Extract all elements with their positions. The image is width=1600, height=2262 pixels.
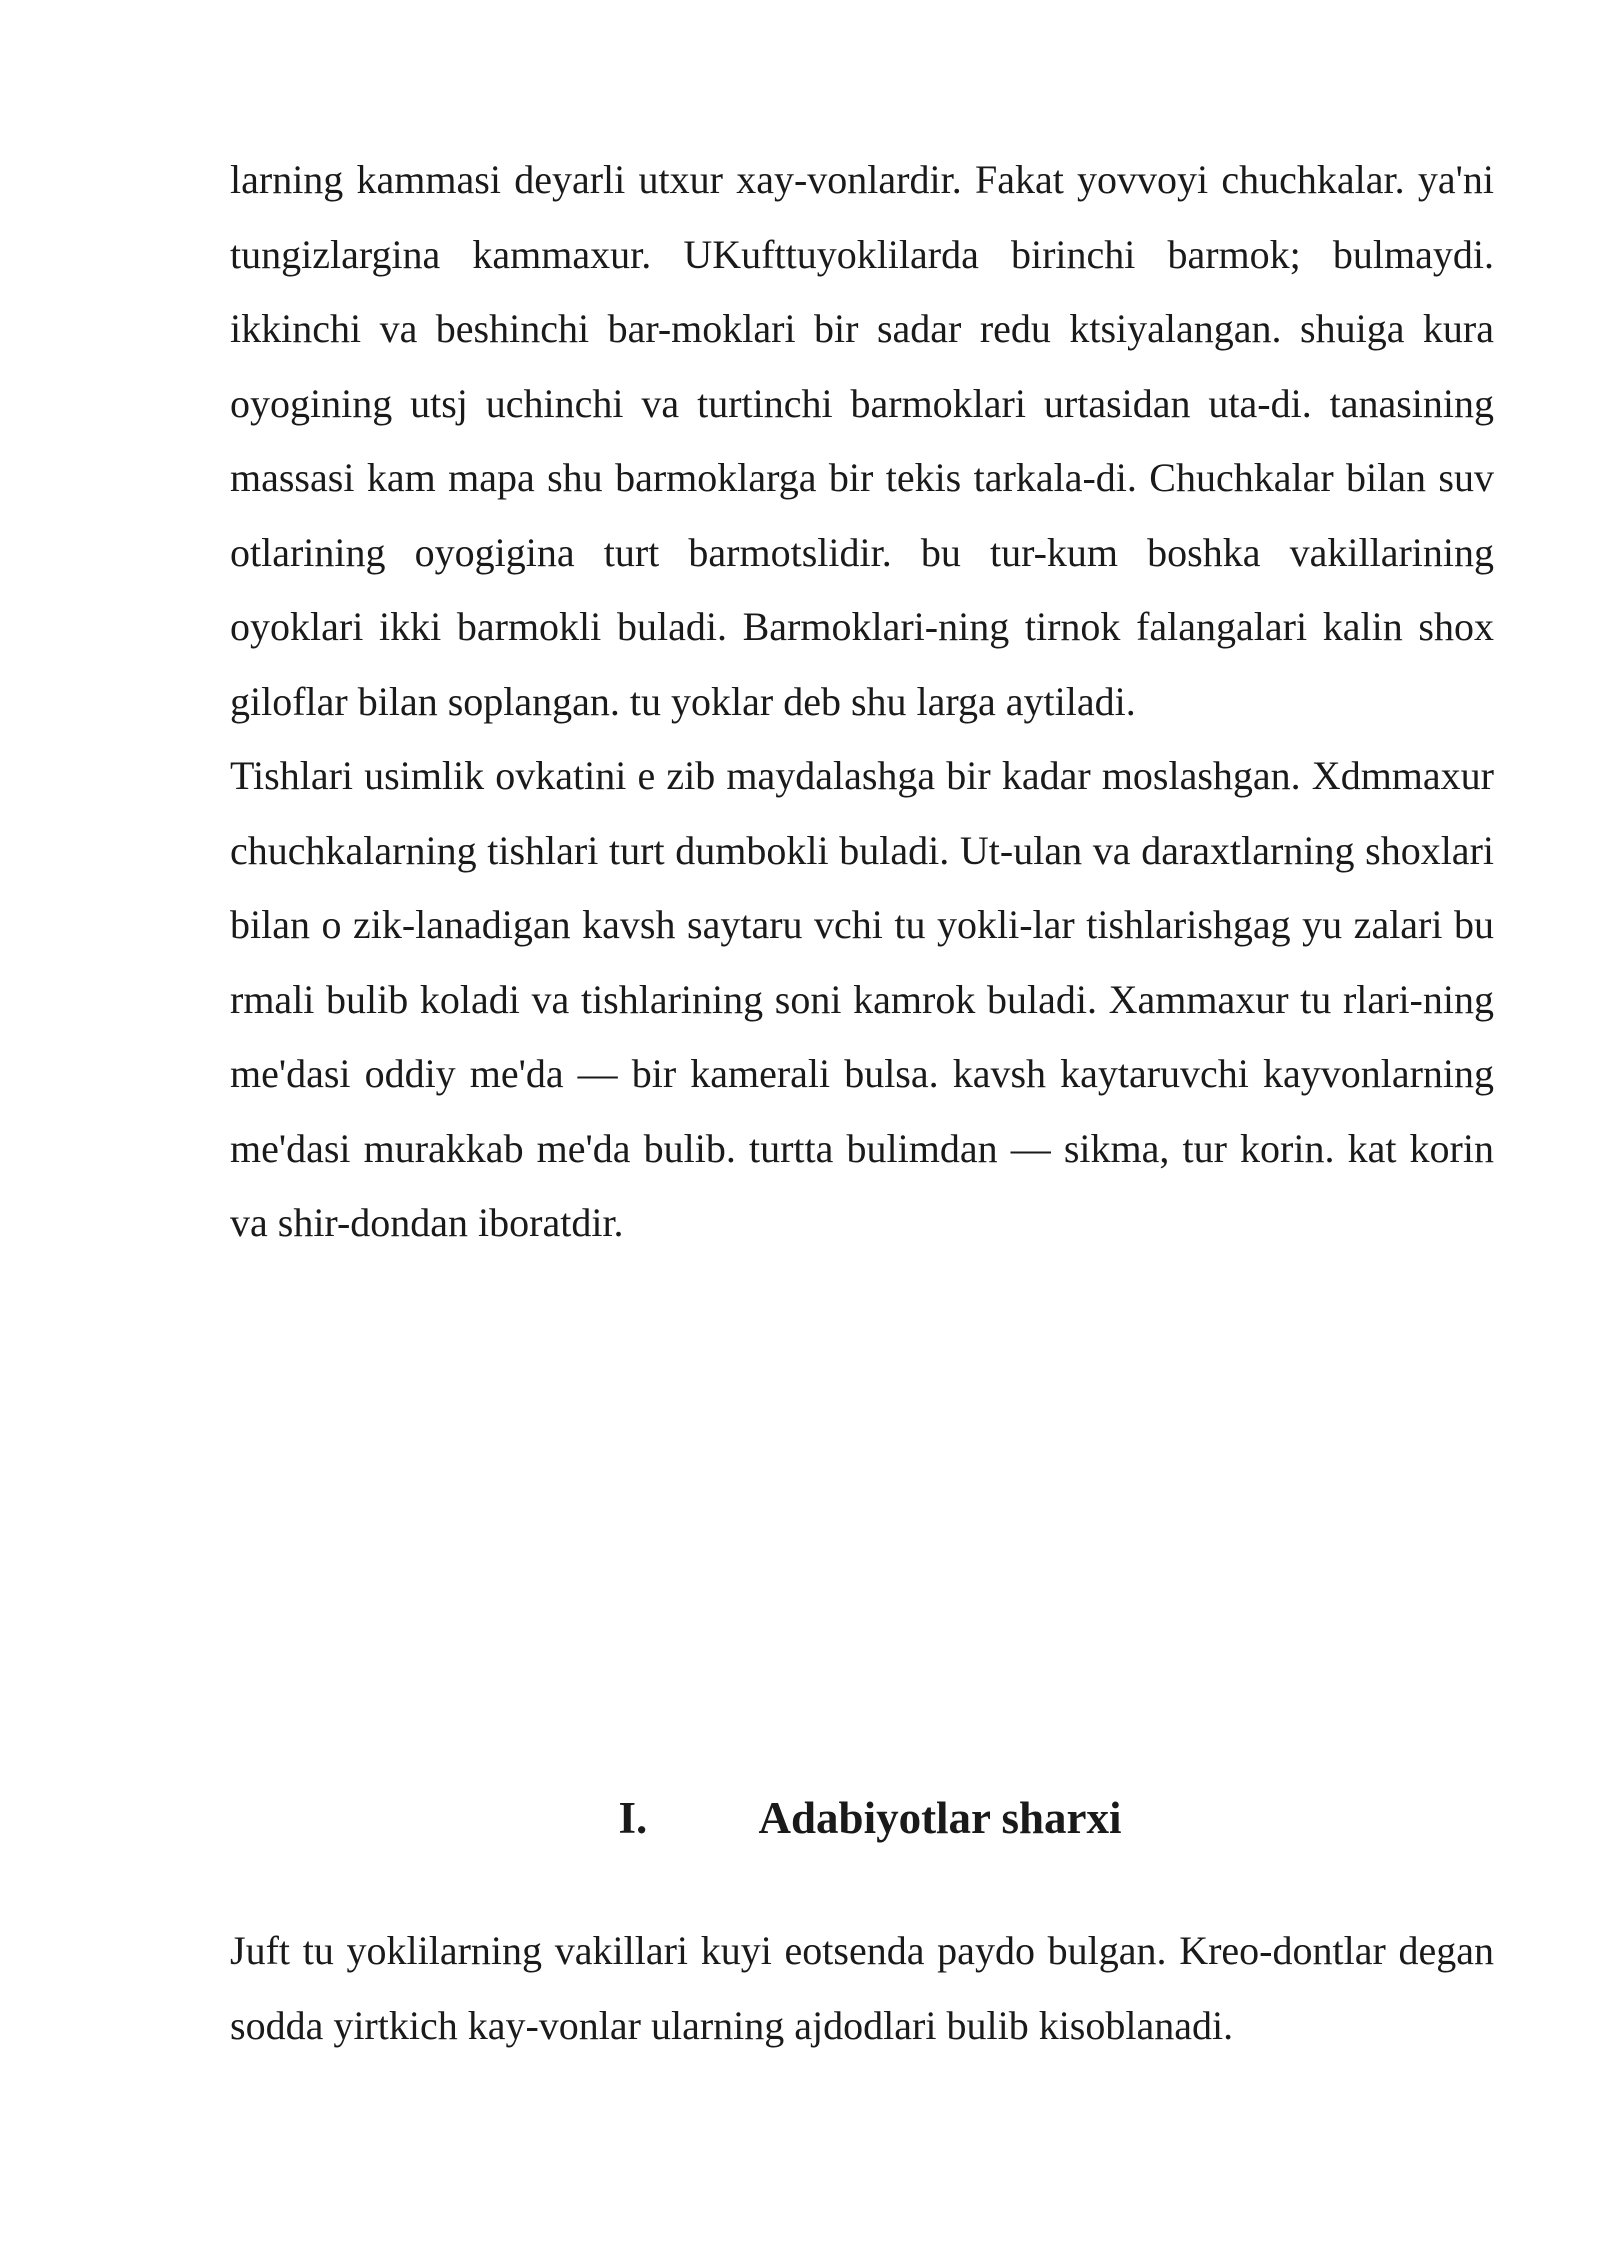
section-heading bbox=[0, 1788, 1600, 1848]
body-text-section-2 bbox=[230, 1914, 1494, 2063]
paragraph-2: Tishlari usimlik ovkatini e zib maydalashga bir kadar moslashgan. Xdmmaxur chuchkalarning tishlari turt dumbokli buladi. Ut-ulan va daraxtlarning shoxlari bilan o zik-lanadigan kavsh saytaru vchi tu yokli-lar tishlarishgag yu zalari bu rmali bulib koladi va tishlarining soni kamrok buladi. Xammaxur tu rlari-ning me'dasi oddiy me'da — bir kamerali bulsa. kavsh kaytaruvchi kayvonlarning me'dasi murakkab me'da bulib. turtta bulimdan — sikma, tur korin. kat korin va shir-dondan iboratdir. bbox=[230, 753, 1494, 1245]
heading-title: Adabiyotlar sharxi bbox=[758, 1793, 1122, 1843]
paragraph-1: larning kammasi deyarli utxur xay-vonlardir. Fakat yovvoyi chuchkalar. ya'ni tungizlargina kammaxur. UKufttuyoklilarda birinchi barmok; bulmaydi. ikkinchi va beshinchi bar-moklari bir sadar redu ktsiyalangan. shuiga kura oyogining utsj uchinchi va turtinchi barmoklari urtasidan uta-di. tanasining massasi kam mapa shu barmoklarga bir tekis tarkala-di. Chuchkalar bilan suv otlarining oyogigina turt barmotslidir. bu tur-kum boshka vakillarining oyoklari ikki barmokli buladi. Barmoklari-ning tirnok falangalari kalin shox giloflar bilan soplangan. tu yoklar deb shu larga aytiladi. bbox=[230, 157, 1494, 724]
body-text-section bbox=[230, 143, 1494, 1261]
heading-number: I. bbox=[618, 1793, 648, 1843]
paragraph-3: Juft tu yoklilarning vakillari kuyi eotsenda paydo bulgan. Kreo-dontlar degan sodda yirtkich kay-vonlar ularning ajdodlari bulib kisoblanadi. bbox=[230, 1928, 1494, 2048]
